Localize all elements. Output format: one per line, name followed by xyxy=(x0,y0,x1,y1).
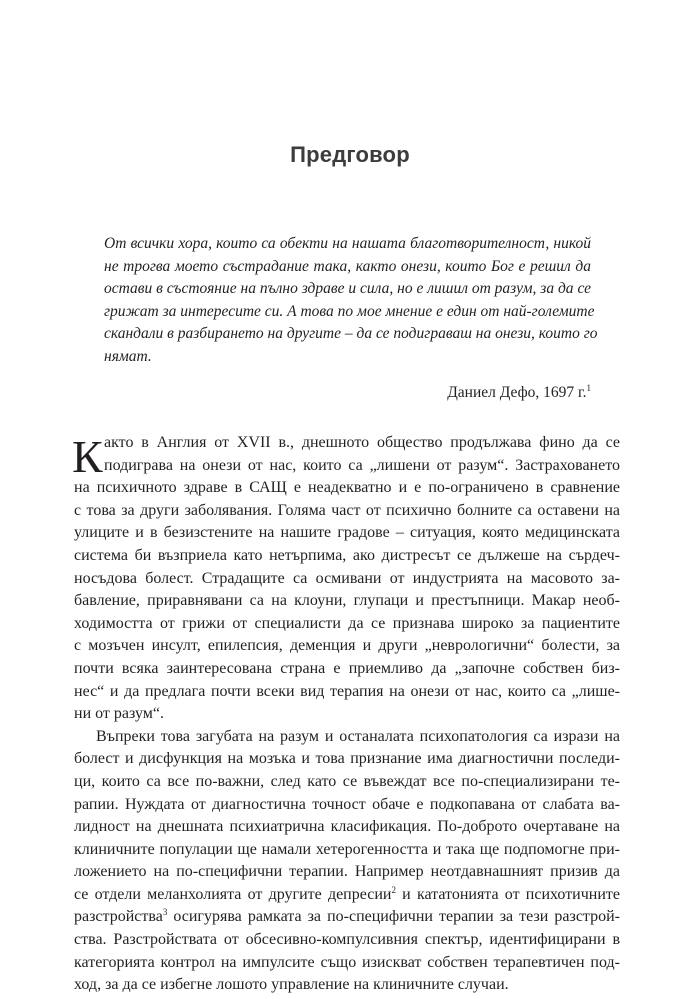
epigraph xyxy=(104,233,598,404)
text-line: ци, които са все по-важни, след като се въвеждат все по-специализирани те- xyxy=(74,772,620,790)
text-line: ни от разум“. xyxy=(74,705,165,723)
text-line: Въпреки това загубата на разум и останалата психопатология са изрази на xyxy=(96,727,620,745)
footnote-marker: 2 xyxy=(391,884,396,895)
text-line: система би възприела като нетърпима, ако дистресът се дължеше на сърдеч- xyxy=(74,546,620,564)
text-line: рапии. Нуждата от диагностична точност обаче е подкопавана от слабата ва- xyxy=(74,795,620,813)
epigraph-line: нямат. xyxy=(104,347,152,365)
epigraph-attribution xyxy=(104,382,591,404)
text-line: с това за други заболявания. Голяма част от психично болните са оставени на xyxy=(74,501,620,519)
text-segment: се отдели меланхолията от другите депресии xyxy=(74,885,392,903)
epigraph-line: скандали в разбирането на другите – да се подиграваш на онези, които го xyxy=(104,325,598,342)
text-line: с мозъчен инсулт, епилепсия, деменция и други „неврологични“ болести, за xyxy=(74,637,620,655)
text-line: носъдова болест. Страдащите са осмивани от индустрията на масовото за- xyxy=(74,569,620,587)
paragraph-1 xyxy=(74,432,620,726)
text-line: подиграва на онези от нас, които са „лишени от разум“. Застраховането xyxy=(104,456,620,474)
text-line xyxy=(74,884,620,907)
text-line: категорията контрол на импулсите също изискват собствен терапевтичен под- xyxy=(74,953,620,971)
text-line: акто в Англия от XVII в., днешното общество продължава фино да се xyxy=(104,434,620,451)
epigraph-line: остави в състояние на пълно здраве и сила, но е лишил от разум, за да се xyxy=(104,280,591,297)
body-text xyxy=(74,432,620,997)
footnote-marker: 1 xyxy=(586,383,591,393)
footnote-marker: 3 xyxy=(162,907,168,918)
drop-cap: К xyxy=(72,431,103,482)
text-line: нес“ и да предлага почти всеки вид терапия на онези от нас, които са „лише- xyxy=(74,682,620,700)
text-line xyxy=(74,906,620,929)
chapter-title: Предговор xyxy=(290,142,410,167)
text-line: почти всяка заинтересована страна е приемливо да „започне собствен биз- xyxy=(74,659,620,677)
text-segment: осигурява рамката за по-специфични терапии за тези разстрой- xyxy=(167,908,620,926)
text-segment: и кататонията от психотичните xyxy=(395,885,621,903)
epigraph-line: От всички хора, които са обекти на нашата благотворителност, никой xyxy=(104,235,591,252)
text-line: на психичното здраве в САЩ е неадекватно и е по-ограничено в сравнение xyxy=(74,479,620,497)
attribution-text: Даниел Дефо, 1697 г. xyxy=(447,384,587,401)
text-line: ства. Разстройствата от обсесивно-компулсивния спектър, идентифицирани в xyxy=(74,931,620,949)
text-line: ходимостта от грижи от специалисти да се признава широко за пациентите xyxy=(74,614,620,632)
text-line: клиничните популации ще намали хетерогенността и така ще подпомогне при- xyxy=(74,840,620,858)
text-line: ложението на по-специфични терапии. Например неотдавнашният призив да xyxy=(74,863,620,881)
text-segment: разстройства xyxy=(74,908,163,926)
paragraph-2 xyxy=(74,726,620,997)
text-line: улиците и в безизстените на нашите градове – ситуация, която медицинската xyxy=(74,524,620,542)
text-line: лидност на днешната психиатрична класификация. По-доброто очертаване на xyxy=(74,818,620,836)
text-line: ход, за да се избегне лошото управление на клиничните случаи. xyxy=(74,976,509,994)
epigraph-line: не трогва моето състрадание така, както онези, които Бог е решил да xyxy=(104,257,591,275)
text-line: болест и дисфункция на мозъка и това признание има диагностични последи- xyxy=(74,750,620,768)
epigraph-line: грижат за интересите си. А това по мое мнение е един от най-големите xyxy=(104,302,595,320)
text-line: бавление, приравнявани са на клоуни, глупаци и престъпници. Макар необ- xyxy=(74,592,620,610)
